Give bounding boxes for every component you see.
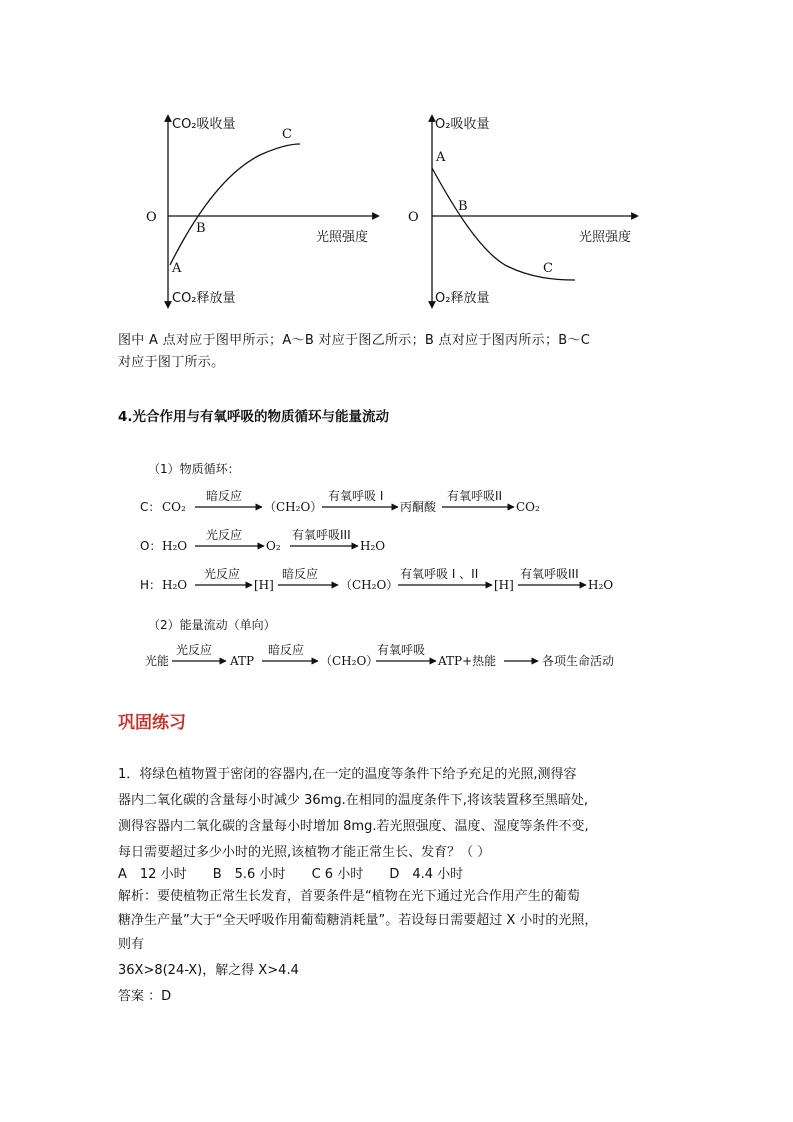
arrow-label: 有氧呼吸II: [447, 489, 503, 503]
caption-line: 图中 A 点对应于图甲所示；A～B 对应于图乙所示；B 点对应于图丙所示；B～C: [118, 333, 591, 348]
graph-caption: [118, 330, 678, 374]
row-prefix: O：: [140, 539, 162, 553]
row-oxygen: [140, 527, 385, 553]
point-a-label: A: [436, 150, 446, 165]
node: 丙酮酸: [400, 500, 437, 514]
point-b-label: B: [196, 221, 206, 236]
node: ATP: [230, 654, 255, 668]
arrow-label: 有氧呼吸 I 、II: [400, 567, 479, 581]
section-4-heading: 4.光合作用与有氧呼吸的物质循环与能量流动: [118, 409, 390, 425]
node: CO₂: [516, 500, 540, 514]
node: CO₂: [162, 500, 186, 514]
node: 光能: [145, 654, 170, 668]
analysis-line: 解析：要使植物正常生长发育，首要条件是“植物在光下通过光合作用产生的葡萄: [118, 889, 580, 904]
row-prefix: C：: [140, 500, 161, 514]
row-carbon: [140, 488, 540, 514]
option-c: C 6 小时: [311, 867, 364, 882]
node: H₂O: [360, 539, 386, 553]
arrow-label: 光反应: [176, 643, 213, 657]
energy-flow-title: （2）能量流动（单向）: [148, 618, 276, 632]
co2-curve: [170, 144, 300, 265]
arrow-label: 暗反应: [268, 643, 305, 657]
o2-curve: [432, 168, 575, 280]
graph-co2-vs-light: [140, 110, 390, 315]
caption-line: 对应于图丁所示。: [118, 355, 225, 370]
option-b: B 5.6 小时: [212, 867, 286, 882]
y-top-label: CO₂吸收量: [172, 117, 236, 132]
arrow-label: 暗反应: [206, 489, 243, 503]
question-line: 1．将绿色植物置于密闭的容器内,在一定的温度等条件下给予充足的光照,测得容: [118, 767, 577, 782]
node: （CH₂O）: [340, 578, 399, 592]
material-energy-flow-diagram: [140, 455, 660, 680]
option-d: D 4.4 小时: [389, 867, 464, 882]
question-line: 测得容器内二氧化碳的含量每小时增加 8mg.若光照强度、温度、湿度等条件不变,: [118, 819, 589, 834]
node: H₂O: [162, 539, 188, 553]
x-axis-label: 光照强度: [316, 230, 369, 245]
answer-line: 答案 ：D: [118, 989, 172, 1004]
node: ATP+热能: [438, 654, 497, 668]
equation-line: 36X>8(24-X)，解之得 X>4.4: [118, 963, 299, 978]
arrow-label: 光反应: [206, 528, 243, 542]
node: （CH₂O）: [264, 500, 323, 514]
arrow-label: 有氧呼吸III: [520, 567, 579, 581]
material-cycle-title: （1）物质循环：: [148, 462, 240, 476]
option-a: A 12 小时: [118, 867, 187, 882]
origin-label: O: [146, 210, 157, 225]
answer-options: [118, 864, 485, 886]
question-line: 器内二氧化碳的含量每小时减少 36mg.在相同的温度条件下,将该装置移至黑暗处,: [118, 793, 588, 808]
y-top-label: O₂吸收量: [435, 117, 490, 132]
y-bottom-label: O₂释放量: [435, 291, 490, 306]
practice-section-title: 巩固练习: [118, 713, 186, 733]
arrow-label: 暗反应: [282, 567, 319, 581]
arrow-label: 有氧呼吸: [377, 643, 426, 657]
y-bottom-label: CO₂释放量: [172, 291, 236, 306]
point-b-label: B: [458, 199, 468, 214]
origin-label: O: [408, 210, 419, 225]
node: 各项生命活动: [542, 654, 615, 668]
arrow-label: 有氧呼吸III: [292, 528, 351, 542]
graph-o2-vs-light: [405, 110, 650, 315]
node: （CH₂O）: [320, 654, 379, 668]
arrow-label: 光反应: [204, 567, 241, 581]
node: [H]: [254, 578, 274, 592]
point-c-label: C: [543, 261, 553, 276]
point-a-label: A: [172, 261, 182, 276]
arrow-label: 有氧呼吸 I: [328, 489, 384, 503]
analysis-line: 则有: [118, 937, 145, 952]
question-line: 每日需要超过多少小时的光照,该植物才能正常生长、发育？（ ）: [118, 845, 491, 860]
row-hydrogen: [140, 566, 613, 592]
node: H₂O: [588, 578, 614, 592]
row-energy: [145, 642, 614, 668]
point-c-label: C: [282, 127, 292, 142]
node: O₂: [266, 539, 281, 553]
analysis-line: 糖净生产量”大于“全天呼吸作用葡萄糖消耗量”。若设每日需要超过 X 小时的光照，: [118, 913, 598, 928]
x-axis-label: 光照强度: [579, 230, 632, 245]
row-prefix: H：: [140, 578, 162, 592]
node: H₂O: [162, 578, 188, 592]
node: [H]: [494, 578, 514, 592]
